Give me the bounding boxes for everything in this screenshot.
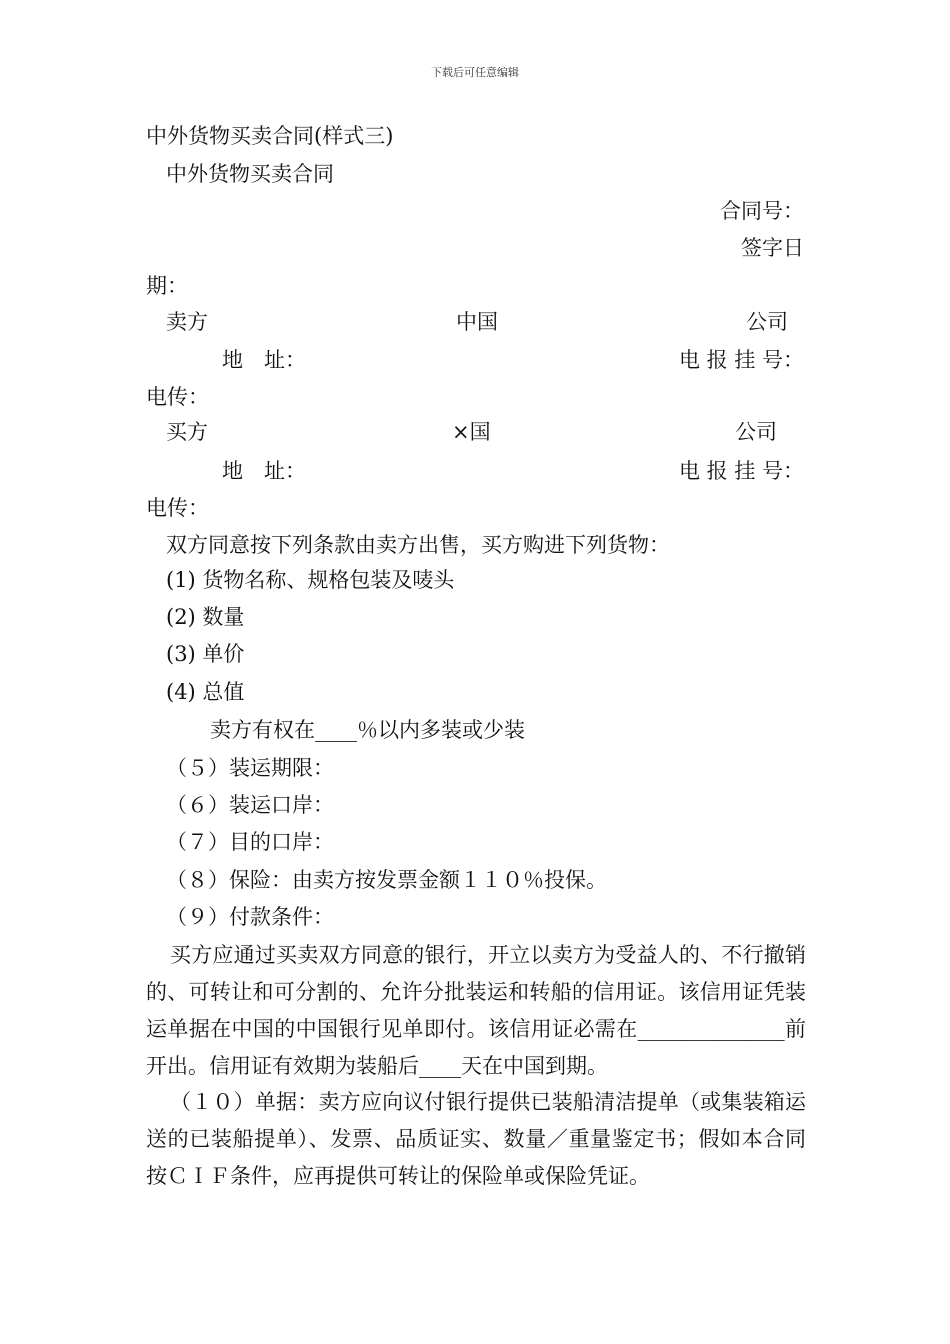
clause-insurance: （８）保险：由卖方按发票金额１１０％投保。 bbox=[166, 868, 607, 892]
document-title: 中外货物买卖合同(样式三) bbox=[146, 124, 394, 148]
contract-number-label: 合同号： bbox=[720, 199, 804, 223]
buyer-address-label: 地 址： bbox=[222, 459, 306, 483]
clause-shipment-period: （５）装运期限： bbox=[166, 756, 334, 780]
sign-date-label: 签字日 bbox=[741, 236, 804, 260]
payment-paragraph: 买方应通过买卖双方同意的银行，开立以卖方为受益人的、不行撤销的、可转让和可分割的、允许分批装运和转船的信用证。该信用证凭装运单据在中国的中国银行见单即付。该信用证必需在______________前开出。信用证有效期为装船后____天在中国到期。 bbox=[146, 943, 806, 1078]
seller-fax-label: 电传： bbox=[146, 385, 209, 409]
agreement-intro: 双方同意按下列条款由卖方出售，买方购进下列货物： bbox=[166, 533, 670, 557]
buyer-company: 公司 bbox=[735, 420, 777, 444]
clause-destination-port: （７）目的口岸： bbox=[166, 830, 334, 854]
documents-paragraph: （１０）单据：卖方应向议付银行提供已装船清洁提单（或集装箱运送的已装船提单）、发票、品质证实、数量／重量鉴定书；假如本合同按ＣＩＦ条件，应再提供可转让的保险单或保险凭证。 bbox=[146, 1090, 806, 1188]
buyer-country: ×国 bbox=[452, 420, 491, 444]
contract-heading: 中外货物买卖合同 bbox=[166, 162, 334, 186]
seller-address-label: 地 址： bbox=[222, 348, 306, 372]
seller-telegram-label: 电 报 挂 号： bbox=[678, 348, 804, 372]
clause-goods: (1) 货物名称、规格包装及唛头 bbox=[166, 568, 455, 592]
clause-tolerance: 卖方有权在____％以内多装或少装 bbox=[210, 718, 525, 742]
clause-loading-port: （６）装运口岸： bbox=[166, 793, 334, 817]
clause-total-value: (4) 总值 bbox=[166, 680, 245, 704]
clause-quantity: (2) 数量 bbox=[166, 605, 245, 629]
buyer-telegram-label: 电 报 挂 号： bbox=[678, 459, 804, 483]
seller-label: 卖方 bbox=[166, 310, 208, 334]
header-note: 下载后可任意编辑 bbox=[431, 66, 519, 79]
buyer-fax-label: 电传： bbox=[146, 496, 209, 520]
clause-unit-price: (3) 单价 bbox=[166, 642, 245, 666]
sign-date-label-cont: 期： bbox=[146, 274, 188, 298]
clause-payment-terms: （９）付款条件： bbox=[166, 905, 334, 929]
seller-company: 公司 bbox=[746, 310, 788, 334]
seller-country: 中国 bbox=[456, 310, 498, 334]
buyer-label: 买方 bbox=[166, 420, 208, 444]
